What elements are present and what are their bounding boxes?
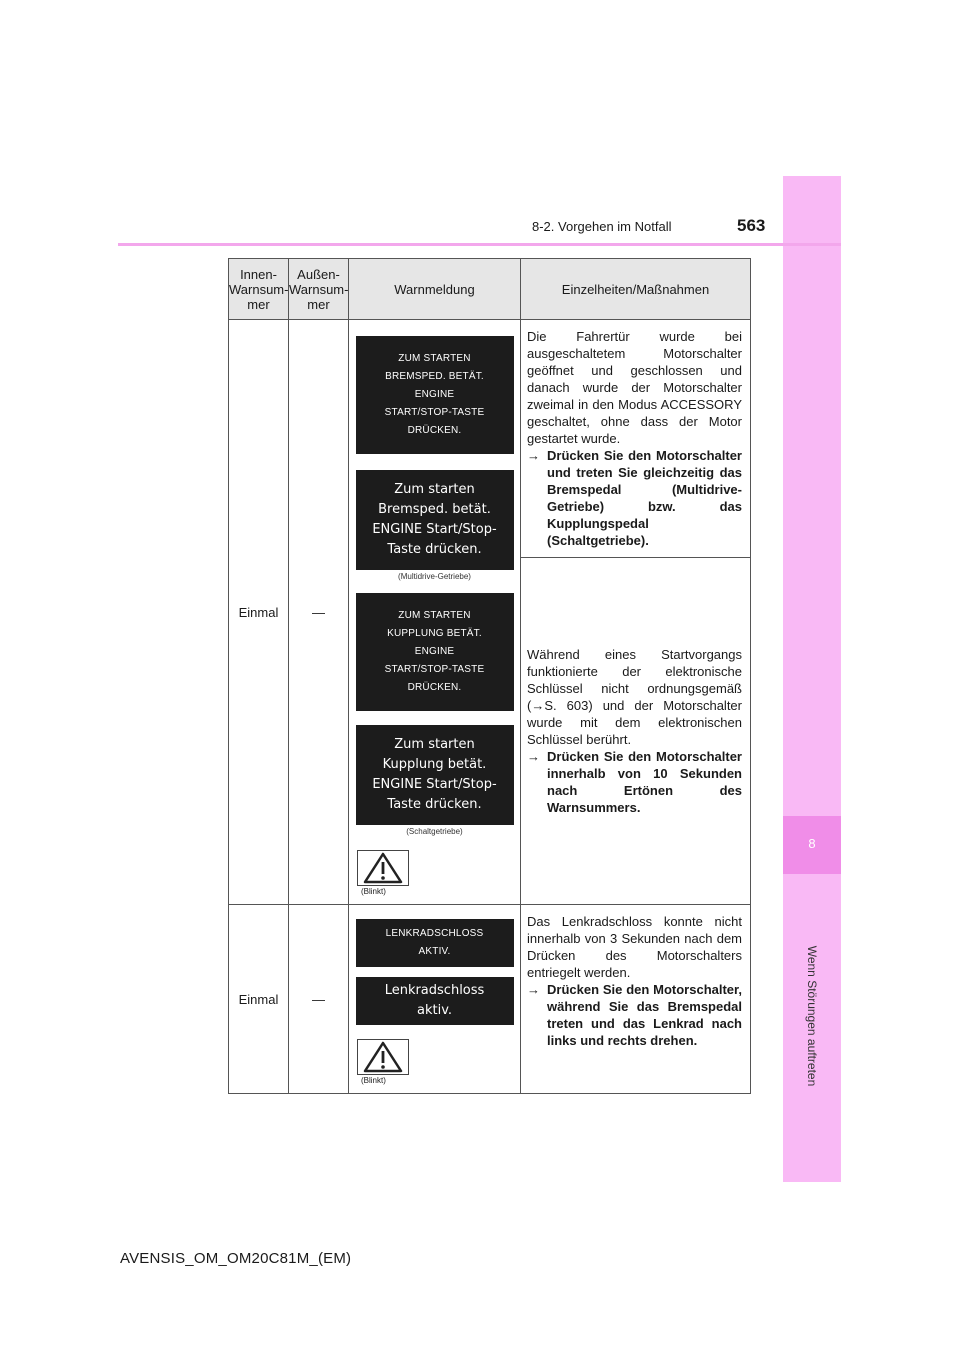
details-cell-3	[521, 905, 751, 1094]
action-row	[527, 447, 742, 549]
outer-buzzer-cell: —	[289, 320, 349, 905]
details-text: Das Lenkradschloss konnte nicht innerhalb von 3 Sekunden nach dem Drücken des Motorschalters entriegelt werden.	[527, 914, 742, 980]
table-row	[229, 905, 751, 1094]
header-inner-buzzer: Innen- Warnsum- mer	[229, 259, 289, 320]
message-cell	[349, 320, 521, 905]
header-outer-buzzer: Außen- Warnsum- mer	[289, 259, 349, 320]
display-start-brake-styled: Zum starten Bremsped. betät. ENGINE Start/Stop- Taste drücken.	[356, 470, 514, 570]
arrow-icon: →	[527, 749, 540, 764]
blink-label: (Blinkt)	[361, 1076, 386, 1085]
message-cell	[349, 905, 521, 1094]
chapter-title: Wenn Störungen auftreten	[805, 945, 819, 1087]
caption-manual: (Schaltgetriebe)	[406, 827, 463, 836]
arrow-icon: →	[527, 982, 540, 997]
warning-table	[228, 258, 751, 1094]
table-row	[229, 320, 751, 558]
header-message: Warnmeldung	[349, 259, 521, 320]
chapter-number: 8	[808, 836, 816, 851]
details-text: Die Fahrertür wurde bei ausgeschaltetem Motorschalter geöffnet und geschlossen und danach wurde der Motorschalter zweimal in den Modus ACCESSORY geschaltet, ohne dass der Motor gestartet wurde.	[527, 329, 742, 446]
details-text: Während eines Startvorgangs funktionierte der elektronische Schlüssel nicht ordnungsgemäß (→S. 603) und der Motorschalter wurde mit dem elektronischen Schlüssel berührt.	[527, 647, 742, 747]
display-start-clutch-caps: ZUM STARTEN KUPPLUNG BETÄT. ENGINE START/STOP-TASTE DRÜCKEN.	[356, 593, 514, 711]
chapter-side-tab	[783, 176, 841, 1182]
arrow-icon: →	[527, 448, 540, 463]
warning-triangle-icon	[357, 850, 409, 886]
display-steering-lock-styled: Lenkradschloss aktiv.	[356, 977, 514, 1025]
outer-buzzer-cell: —	[289, 905, 349, 1094]
header-rule	[118, 243, 841, 246]
inner-buzzer-cell: Einmal	[229, 320, 289, 905]
display-start-clutch-styled: Zum starten Kupplung betät. ENGINE Start/Stop- Taste drücken.	[356, 725, 514, 825]
page-number: 563	[737, 216, 766, 235]
display-start-brake-caps: ZUM STARTEN BREMSPED. BETÄT. ENGINE START/STOP-TASTE DRÜCKEN.	[356, 336, 514, 454]
action-text: Drücken Sie den Motorschalter innerhalb von 10 Sekunden nach Ertönen des Warnsummers.	[547, 749, 742, 815]
chapter-number-block	[783, 816, 841, 874]
document-id: AVENSIS_OM_OM20C81M_(EM)	[120, 1250, 352, 1267]
header-details: Einzelheiten/Maßnahmen	[521, 259, 751, 320]
action-row	[527, 748, 742, 816]
table-header-row	[229, 259, 751, 320]
action-text: Drücken Sie den Motorschalter, während Sie das Bremspedal treten und das Lenkrad nach links und rechts drehen.	[547, 982, 742, 1048]
blink-label: (Blinkt)	[361, 887, 386, 896]
action-row	[527, 981, 742, 1049]
details-cell-2	[521, 558, 751, 905]
section-title: 8-2. Vorgehen im Notfall	[532, 219, 672, 234]
warning-triangle-icon	[357, 1039, 409, 1075]
display-steering-lock-caps: LENKRADSCHLOSS AKTIV.	[356, 919, 514, 967]
details-cell-1	[521, 320, 751, 558]
caption-multidrive: (Multidrive-Getriebe)	[398, 572, 471, 581]
action-text: Drücken Sie den Motorschalter und treten Sie gleichzeitig das Bremspedal (Multidrive-Getriebe) bzw. das Kupplungspedal (Schaltgetriebe).	[547, 448, 742, 548]
inner-buzzer-cell: Einmal	[229, 905, 289, 1094]
